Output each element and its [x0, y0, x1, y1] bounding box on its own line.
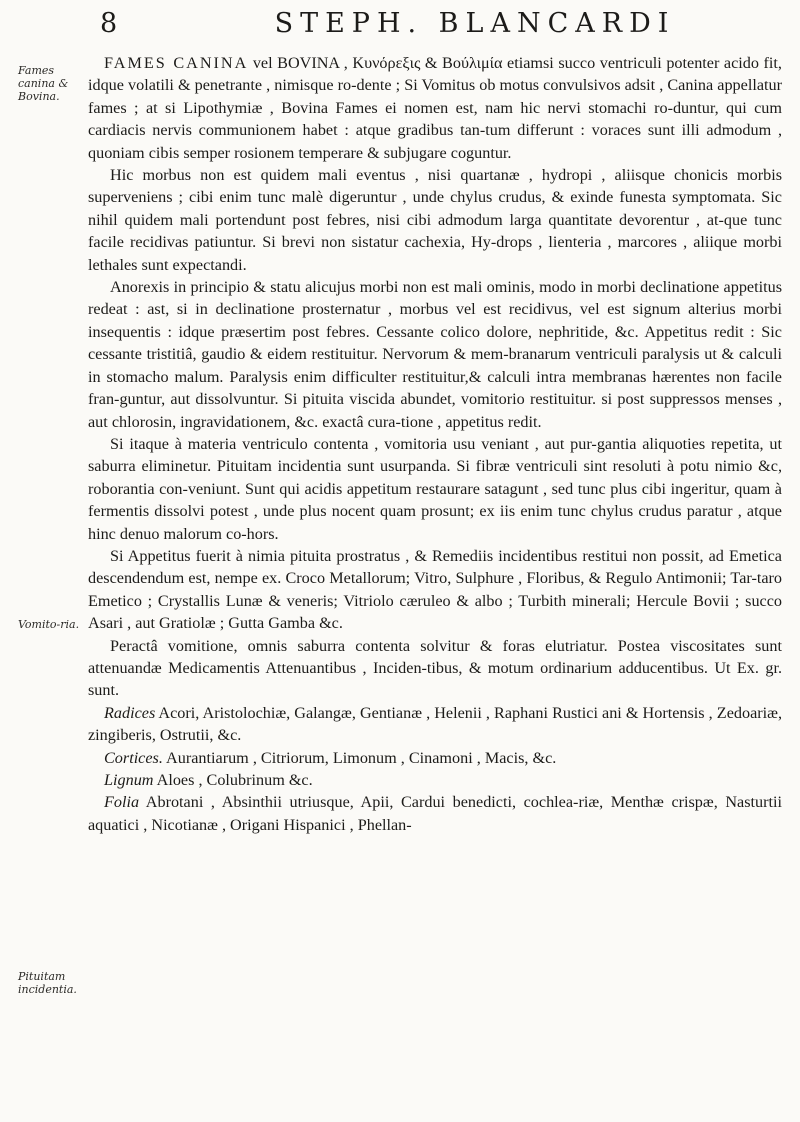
paragraph-text: Abrotani , Absinthii utriusque, Apii, Cardui benedicti, cochlea-riæ, Menthæ crispæ, Nasturtii aquatici , Nicotianæ , Origani Hispanici , Phellan- — [88, 793, 782, 834]
margin-note-pituitam: Pituitam incidentia. — [18, 970, 77, 996]
paragraph-cortices — [88, 747, 782, 769]
paragraph-vomitione — [88, 635, 782, 702]
paragraph-lead: Radices — [104, 703, 156, 722]
paragraph-lead: FAMES CANINA — [104, 54, 249, 72]
paragraph-text: Aloes , Colubrinum &c. — [153, 771, 313, 789]
paragraph-anorexis — [88, 276, 782, 433]
margin-note-vomitoria: Vomito-ria. — [18, 618, 80, 631]
paragraph-emetica — [88, 545, 782, 635]
paragraph-folia — [88, 791, 782, 836]
paragraph-materia — [88, 433, 782, 545]
paragraph-lignum — [88, 769, 782, 791]
paragraph-text: Hic morbus non est quidem mali eventus , nisi quartanæ , hydropi , aliisque chonicis morbis superveniens ; cibi enim tunc malè digeruntur , unde chylus crudus, & exinde funesta symptomata. Sic nihil quidem mali portendunt post febres, nisi cibi admodum larga quantitate devorentur , at-que tunc facile recidivas patiuntur. Si brevi non sistatur cachexia, Hy-drops , lienteria , marcores , aliique morbi lethales sunt expectandi. — [88, 166, 782, 274]
paragraph-text: Peractâ vomitione, omnis saburra contenta solvitur & foras elutriatur. Postea viscositates sunt attenuandæ Medicamentis Attenuantibus , Inciden-tibus, & motum ordinarium adducentibus. Ut Ex. gr. sunt. — [88, 636, 782, 700]
paragraph-text: Aurantiarum , Citriorum, Limonum , Cinamoni , Macis, &c. — [162, 748, 557, 767]
margin-note-fames: Fames canina & Bovina. — [18, 64, 69, 103]
paragraph-lead: Folia — [104, 793, 140, 812]
paragraph-lead: Cortices. — [104, 748, 163, 767]
page-header — [100, 8, 780, 48]
body-text — [88, 52, 782, 836]
paragraph-text: Si itaque à materia ventriculo contenta , vomitoria usu veniant , aut pur-gantia aliquoties repetita, ut saburra eliminetur. Pituitam incidentia sunt usurpanda. Si fibræ ventriculi sint resoluti à potu nimio &c, roborantia con-veniunt. Sunt qui acidis appetitum restaurare satagunt , sed tunc plus cibi ingeritur, quam à fermentis dissolvi potest , unde plus nocent quam prosunt; ex iis enim tunc chylus crudus paratur , atque hinc denuo malorum co-hors. — [88, 434, 782, 543]
paragraph-text: Anorexis in principio & statu alicujus morbi non est mali ominis, modo in morbi declinatione appetitus redeat : ast, si in declinatione prosternatur , morbus vel est recidivus, vel est signum alterius morbi insequentis : idque præsertim post febres. Cessante colico dolore, nephritide, &c. Appetitus redit : Sic cessante tristitiâ, gaudio & eidem restituitur. Nervorum & mem-branarum ventriculi paralysis ut & calculi in stomacho malum. Paralysis enim difficulter restituitur,& calculi intra membranas hærentes non facile fran-guntur, aut dissolvuntur. Si pituita viscida abundet, vomitorio restituitur. si post suppressos menses , aut chlorosin, ingravidationem, &c. exactâ cura-tione , appetitus redit. — [88, 278, 782, 431]
paragraph-morbus — [88, 164, 782, 276]
paragraph-text: Acori, Aristolochiæ, Galangæ, Gentianæ , Helenii , Raphani Rustici ani & Hortensis , Zedoariæ, zingiberis, Ostrutii, &c. — [88, 703, 782, 745]
paragraph-lead: Lignum — [104, 771, 154, 789]
paragraph-text: vel BOVINA , Κυνόρεξις & Βούλιμία etiamsi succo ventriculi potenter acido fit, idque volatili & penetrante , nimisque ro-dente ; Si Vomitus ob motus convulsivos adsit , Canina appellatur fames ; at si Lipothymiæ , Bovina Fames ei nomen est, nam hic nervi stomachi ro-duntur, qui cum cardiacis nervis communionem habet : atque gradibus tan-tum differunt : voraces sunt illi admodum , quoniam cibis semper rosionem temperare & subjugare coguntur. — [88, 54, 782, 162]
page-number: 8 — [100, 8, 125, 39]
paragraph-fames — [88, 52, 782, 164]
paragraph-text: Si Appetitus fuerit à nimia pituita prostratus , & Remediis incidentibus restitui non possit, ad Emetica descendendum est, nempe ex. Croco Metallorum; Vitro, Sulphure , Floribus, & Regulo Antimonii; Tar-taro Emetico ; Crystallis Lunæ & veneris; Vitriolo cæruleo & albo ; Turbith minerali; Hercule Bovii ; succo Asari , aut Gratiolæ ; Gutta Gamba &c. — [88, 546, 782, 633]
running-head: STEPH. BLANCARDI — [274, 8, 676, 39]
paragraph-radices — [88, 702, 782, 747]
